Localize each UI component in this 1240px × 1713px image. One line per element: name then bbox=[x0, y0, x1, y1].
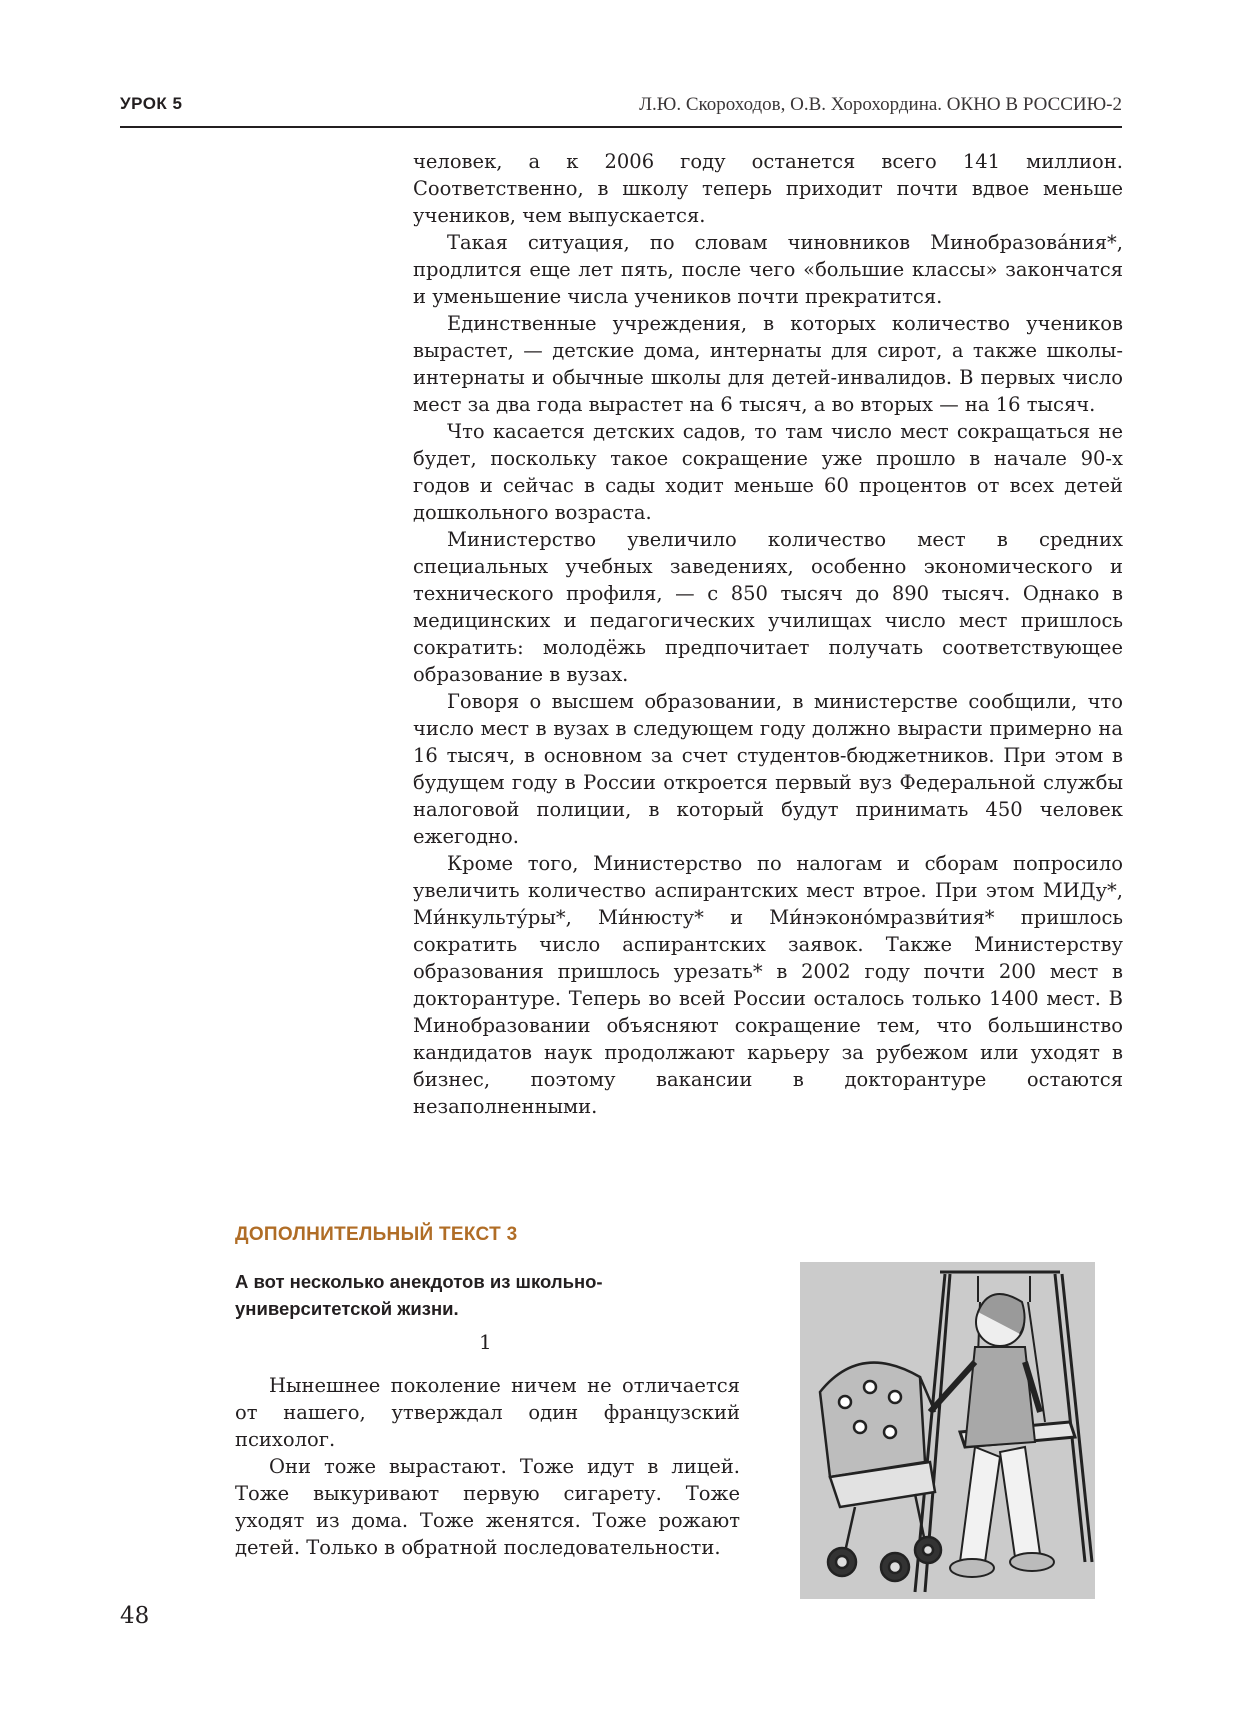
section-heading: ДОПОЛНИТЕЛЬНЫЙ ТЕКСТ 3 bbox=[235, 1224, 518, 1245]
header-divider bbox=[120, 126, 1122, 128]
page-number: 48 bbox=[120, 1603, 150, 1629]
paragraph: человек, а к 2006 году останется всего 141 миллион. Соответственно, в школу теперь приходит почти вдвое меньше учеников, чем выпускается. bbox=[413, 150, 1123, 227]
paragraph: Министерство увеличило количество мест в средних специальных учебных заведениях, особенно экономического и технического профиля, — с 850 тысяч до 890 тысяч. Однако в медицинских и педагогических училищах число мест пришлось сократить: молодёжь предпочитает получать соответствующее образование в вузах. bbox=[413, 528, 1123, 686]
paragraph: Что касается детских садов, то там число мест сокращаться не будет, поскольку такое сокращение уже прошло в начале 90-х годов и сейчас в сады ходит меньше 60 процентов от всех детей дошкольного возраста. bbox=[413, 420, 1123, 524]
section-intro: А вот несколько анекдотов из школьно-университетской жизни. bbox=[235, 1271, 603, 1319]
paragraph: Кроме того, Министерство по налогам и сборам попросило увеличить количество аспирантских мест втрое. При этом МИДу*, Ми́нкульту́ры*, Ми́нюсту* и Ми́нэконо́мразви́тия* пришлось сократить число аспирантских заявок. Также Министерству образования пришлось урезать* в 2002 году почти 200 мест в докторантуре. Теперь во всей России осталось только 1400 мест. В Минобразовании объясняют сокращение тем, что большинство кандидатов наук продолжают карьеру за рубежом или уходят в бизнес, поэтому вакансии в докторантуре остаются незаполненными. bbox=[413, 852, 1123, 1118]
paragraph: Такая ситуация, по словам чиновников Минобразова́ния*, продлится еще лет пять, после чего «большие классы» закончатся и уменьшение числа учеников почти прекратится. bbox=[413, 231, 1123, 308]
book-title: Л.Ю. Скороходов, О.В. Хорохордина. ОКНО В РОССИЮ-2 bbox=[639, 94, 1122, 115]
paragraph: Нынешнее поколение ничем не отличается от нашего, утверждал один французский психолог. bbox=[235, 1374, 740, 1451]
main-text-column bbox=[413, 148, 1123, 1120]
joke-text bbox=[235, 1372, 740, 1561]
paragraph: Они тоже вырастают. Тоже идут в лицей. Тоже выкуривают первую сигарету. Тоже уходят из дома. Тоже женятся. Тоже рожают детей. Только в обратной последовательности. bbox=[235, 1455, 740, 1559]
lesson-label: УРОК 5 bbox=[120, 94, 183, 113]
illustration-stroller-swing bbox=[800, 1262, 1095, 1599]
running-header bbox=[120, 92, 1122, 122]
joke-number: 1 bbox=[479, 1330, 492, 1354]
paragraph: Говоря о высшем образовании, в министерстве сообщили, что число мест в вузах в следующем году должно вырасти примерно на 16 тысяч, в основном за счет студентов-бюджетников. При этом в будущем году в России откроется первый вуз Федеральной службы налоговой полиции, в который будут принимать 450 человек ежегодно. bbox=[413, 690, 1123, 848]
paragraph: Единственные учреждения, в которых количество учеников вырастет, — детские дома, интернаты для сирот, а также школы-интернаты и обычные школы для детей-инвалидов. В первых число мест за два года вырастет на 6 тысяч, а во вторых — на 16 тысяч. bbox=[413, 312, 1123, 416]
stroller-swing-drawing bbox=[800, 1262, 1095, 1599]
